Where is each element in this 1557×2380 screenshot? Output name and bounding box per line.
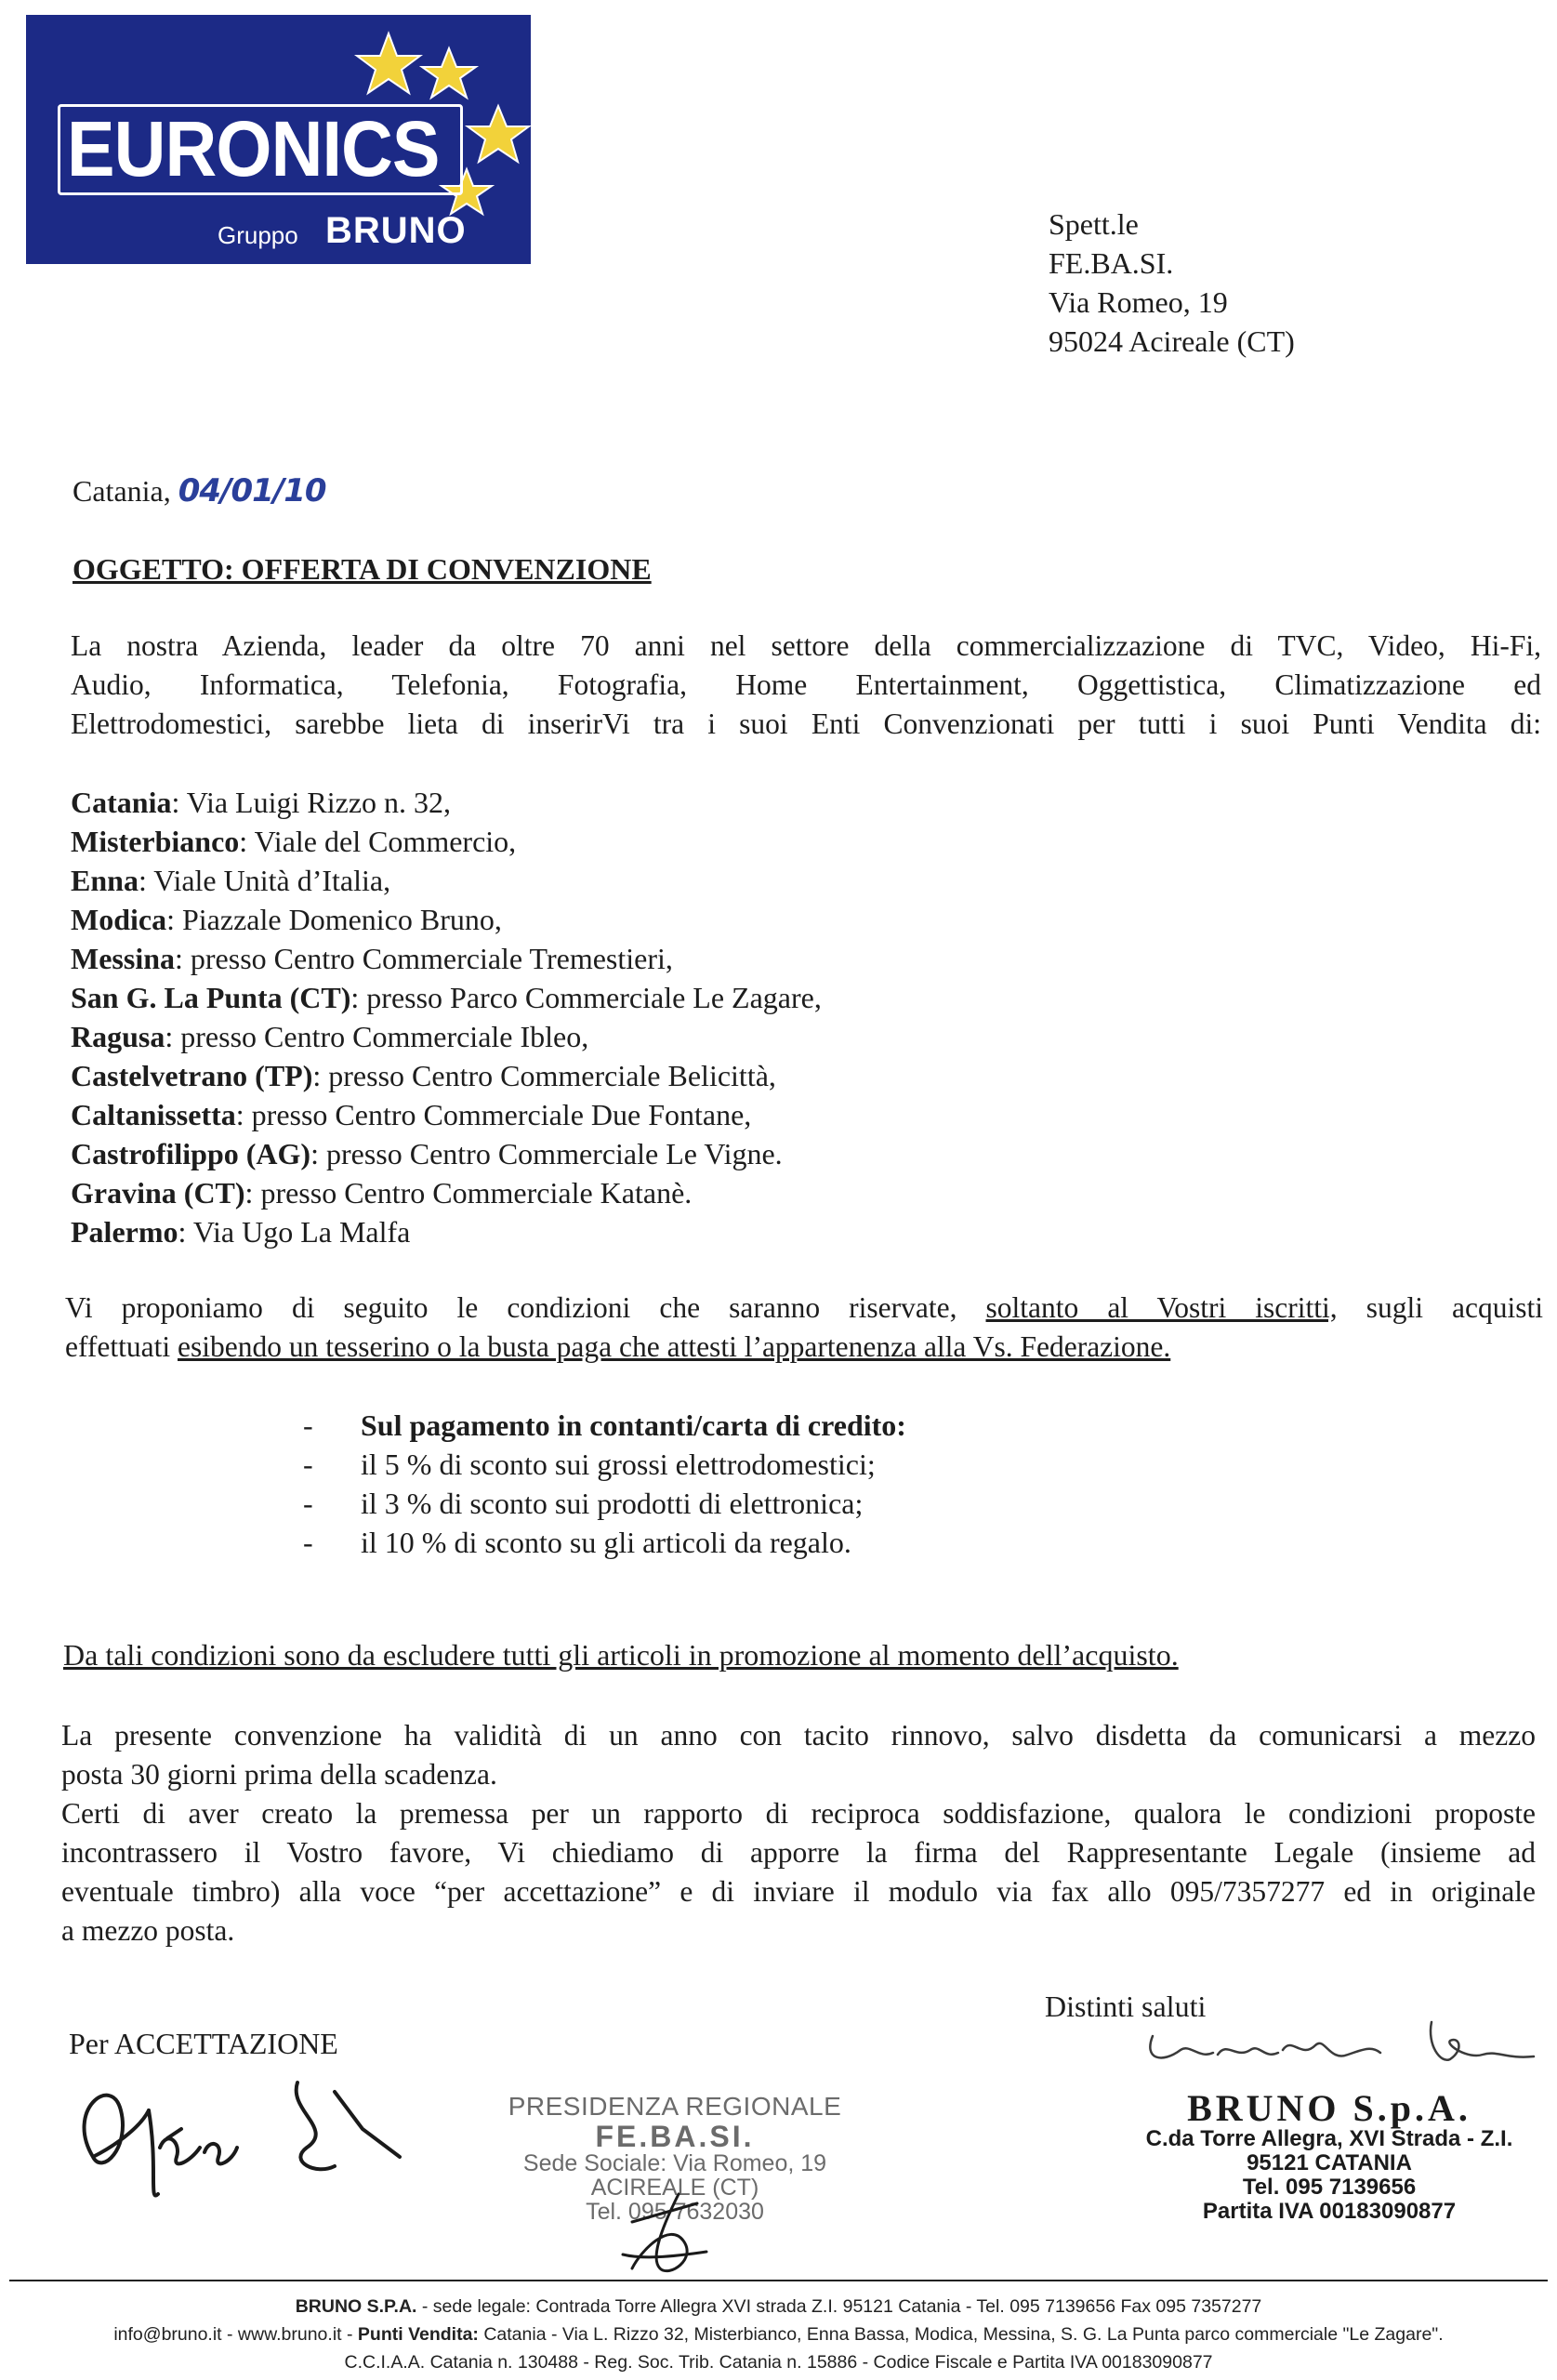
condition-dash: - — [303, 1526, 313, 1559]
store-item — [71, 1212, 822, 1251]
proposal-line — [65, 1289, 1543, 1328]
store-item — [71, 1173, 822, 1212]
stamp-signature — [595, 2166, 725, 2287]
footer-divider — [9, 2280, 1548, 2281]
proposal-emphasis: esibendo un tesserino o la busta paga che attesti l’appartenenza alla Vs. Federazione. — [178, 1330, 1171, 1363]
store-item — [71, 978, 822, 1017]
closing-line: Certi di aver creato la premessa per un rapporto di reciproca soddisfazione, qualora le condizioni proposte — [61, 1797, 1536, 1830]
store-address: : Piazzale Domenico Bruno, — [166, 903, 502, 936]
store-city: Gravina (CT) — [71, 1176, 245, 1210]
acceptance-signature — [56, 2055, 428, 2213]
stamp-line: ACIREALE (CT) — [590, 2175, 759, 2201]
letter-footer — [0, 2293, 1557, 2376]
store-item — [71, 1134, 822, 1173]
store-item — [71, 822, 822, 861]
store-address: : presso Parco Commerciale Le Zagare, — [350, 981, 822, 1014]
store-city: Palermo — [71, 1215, 178, 1249]
validity-line: posta 30 giorni prima della scadenza. — [61, 1758, 497, 1791]
store-list — [71, 783, 822, 1251]
stamp-line: 95121 CATANIA — [1247, 2150, 1412, 2175]
date-value: 04/01/10 — [178, 472, 326, 509]
store-city: Misterbianco — [71, 825, 240, 858]
store-city: Messina — [71, 942, 175, 975]
logo-group-name: BRUNO — [325, 210, 467, 251]
stamp-line: C.da Torre Allegra, XVI Strada - Z.I. — [1145, 2126, 1513, 2151]
euronics-logo — [26, 15, 531, 264]
store-city: Castelvetrano (TP) — [71, 1059, 313, 1092]
store-city: Ragusa — [71, 1020, 165, 1053]
condition-dash: - — [303, 1408, 313, 1442]
store-address: : presso Centro Commerciale Le Vigne. — [310, 1137, 783, 1170]
store-item — [71, 1017, 822, 1056]
date-place: Catania, — [73, 474, 171, 508]
logo-brand: EURONICS — [67, 105, 440, 192]
intro-line: Audio, Informatica, Telefonia, Fotografia, Home Entertainment, Oggettistica, Climatizzazione ed — [71, 668, 1541, 701]
store-address: : presso Centro Commerciale Due Fontane, — [235, 1098, 752, 1131]
store-address: : presso Centro Commerciale Belicittà, — [312, 1059, 776, 1092]
exclusion-note: Da tali condizioni sono da escludere tutti gli articoli in promozione al momento dell’acquisto. — [63, 1638, 1179, 1672]
proposal-line — [65, 1328, 1543, 1367]
subject-heading: OGGETTO: OFFERTA DI CONVENZIONE — [73, 552, 652, 586]
stamp-line: Tel. 095 7139656 — [1242, 2175, 1417, 2200]
intro-paragraph — [71, 627, 1541, 744]
store-address: : Via Ugo La Malfa — [178, 1215, 411, 1249]
salutation: Distinti saluti — [1045, 1990, 1207, 2023]
recipient-line: Via Romeo, 19 — [1049, 285, 1228, 319]
condition-dash: - — [303, 1448, 313, 1481]
store-city: Castrofilippo (AG) — [71, 1137, 311, 1170]
recipient-line: Spett.le — [1049, 207, 1139, 241]
proposal-text: Vi proponiamo di seguito le condizioni che saranno riservate, — [65, 1291, 957, 1324]
stamp-line: FE.BA.SI. — [595, 2120, 755, 2153]
closing-line: a mezzo posta. — [61, 1914, 235, 1947]
store-city: Modica — [71, 903, 167, 936]
bruno-stamp — [1125, 2087, 1534, 2224]
store-city: San G. La Punta (CT) — [71, 981, 351, 1014]
footer-line — [0, 2320, 1557, 2348]
condition-item: il 10 % di sconto su gli articoli da regalo. — [361, 1526, 851, 1559]
proposal-paragraph — [65, 1289, 1543, 1367]
stamp-line: Partita IVA 00183090877 — [1202, 2199, 1457, 2224]
store-item — [71, 783, 822, 822]
condition-item: il 5 % di sconto sui grossi elettrodomestici; — [361, 1448, 876, 1481]
store-address: : Via Luigi Rizzo n. 32, — [171, 786, 452, 819]
footer-line: C.C.I.A.A. Catania n. 130488 - Reg. Soc. Trib. Catania n. 15886 - Codice Fiscale e Partita IVA 00183090877 — [344, 2352, 1213, 2373]
date-line — [73, 472, 326, 509]
recipient-address — [1049, 205, 1295, 361]
store-item — [71, 900, 822, 939]
stamp-line: Tel. 095 7632030 — [586, 2199, 764, 2225]
acceptance-label: Per ACCETTAZIONE — [69, 2027, 338, 2060]
validity-line: La presente convenzione ha validità di un anno con tacito rinnovo, salvo disdetta da comunicarsi a mezzo — [61, 1719, 1536, 1752]
condition-item: il 3 % di sconto sui prodotti di elettronica; — [361, 1487, 864, 1520]
proposal-text: sugli acquisti — [1366, 1291, 1544, 1324]
recipient-line: 95024 Acireale (CT) — [1049, 324, 1295, 358]
store-address: : Viale Unità d’Italia, — [138, 864, 391, 897]
store-address: : presso Centro Commerciale Katanè. — [244, 1176, 693, 1210]
footer-text: info@bruno.it - www.bruno.it - — [113, 2324, 358, 2345]
proposal-emphasis: soltanto al Vostri iscritti, — [985, 1291, 1338, 1324]
store-city: Caltanissetta — [71, 1098, 236, 1131]
store-address: : presso Centro Commerciale Ibleo, — [165, 1020, 589, 1053]
footer-label: Punti Vendita: — [357, 2324, 479, 2345]
closing-line: eventuale timbro) alla voce “per accettazione” e di inviare il modulo via fax allo 095/7357277 ed in originale — [61, 1875, 1536, 1908]
footer-line — [0, 2293, 1557, 2320]
condition-dash: - — [303, 1487, 313, 1520]
store-city: Catania — [71, 786, 172, 819]
bruno-signature — [1125, 2008, 1557, 2092]
logo-group-word: Gruppo — [218, 221, 298, 249]
stamp-line: Sede Sociale: Via Romeo, 19 — [522, 2150, 827, 2176]
store-item — [71, 1056, 822, 1095]
recipient-line: FE.BA.SI. — [1049, 246, 1174, 280]
intro-line: Elettrodomestici, sarebbe lieta di inserirVi tra i suoi Enti Convenzionati per tutti i suoi Punti Vendita di: — [71, 707, 1541, 740]
closing-line: incontrassero il Vostro favore, Vi chiediamo di apporre la firma del Rappresentante Legale (insieme ad — [61, 1836, 1536, 1869]
footer-text: - sede legale: Contrada Torre Allegra XVI strada Z.I. 95121 Catania - Tel. 095 7139656 Fax 095 7357277 — [416, 2296, 1262, 2317]
validity-paragraph — [61, 1716, 1536, 1950]
proposal-text: effettuati — [65, 1330, 171, 1363]
store-item — [71, 939, 822, 978]
stamp-line: BRUNO S.p.A. — [1187, 2087, 1471, 2129]
condition-heading: Sul pagamento in contanti/carta di credito: — [361, 1408, 906, 1442]
store-address: : Viale del Commercio, — [239, 825, 517, 858]
intro-line: La nostra Azienda, leader da oltre 70 anni nel settore della commercializzazione di TVC, Video, Hi-Fi, — [71, 629, 1541, 662]
store-address: : presso Centro Commerciale Tremestieri, — [175, 942, 673, 975]
store-item — [71, 1095, 822, 1134]
footer-company: BRUNO S.P.A. — [295, 2296, 417, 2317]
stamp-line: PRESIDENZA REGIONALE — [508, 2092, 842, 2121]
store-item — [71, 861, 822, 900]
footer-text: Catania - Via L. Rizzo 32, Misterbianco, Enna Bassa, Modica, Messina, S. G. La Punta parco commerciale "Le Zagare". — [478, 2324, 1444, 2345]
store-city: Enna — [71, 864, 139, 897]
